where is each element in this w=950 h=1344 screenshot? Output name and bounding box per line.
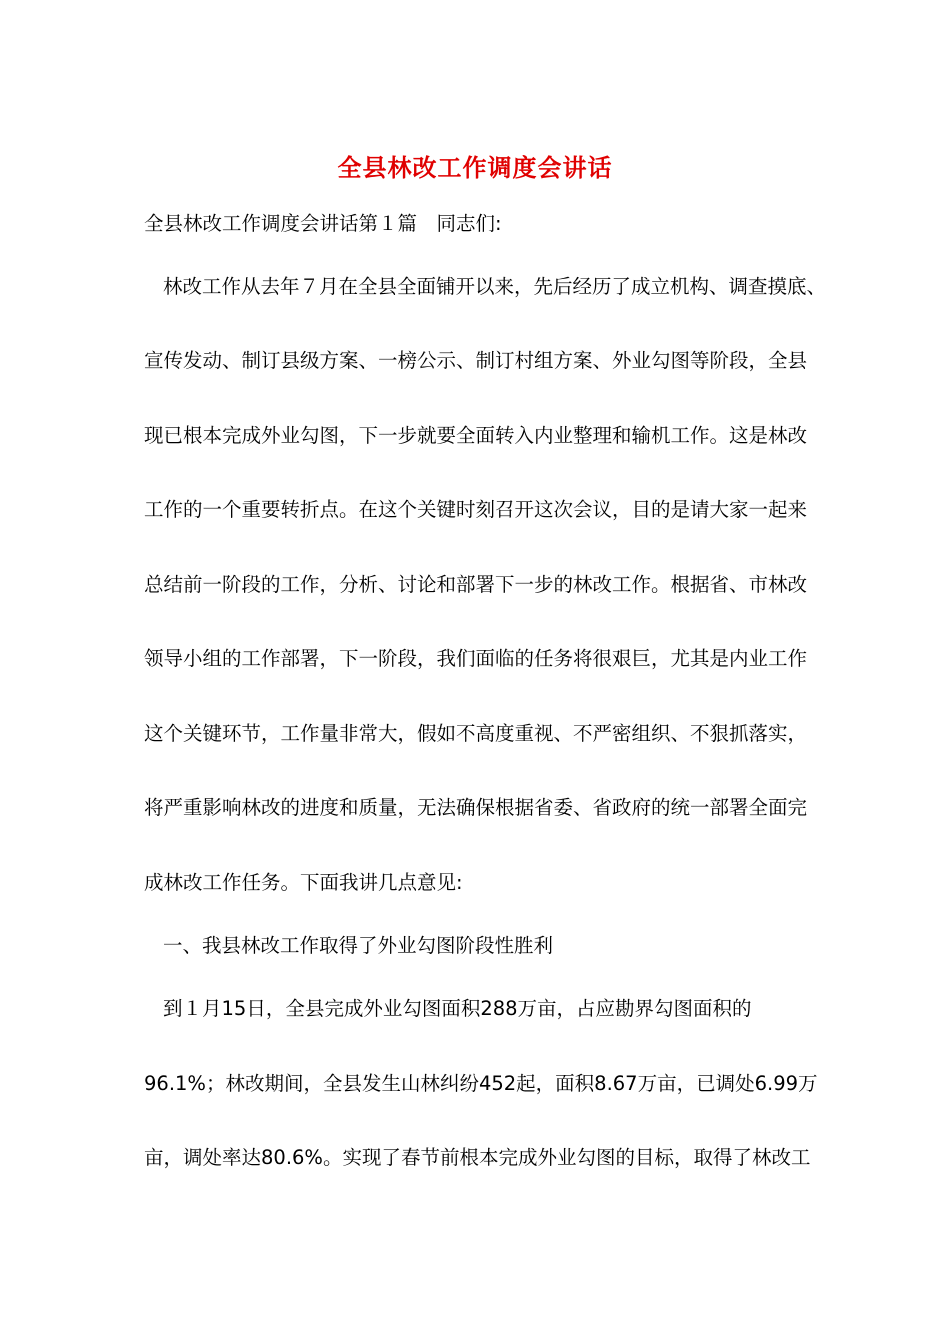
paragraph-line: 将严重影响林改的进度和质量，无法确保根据省委、省政府的统一部署全面完 [144,796,808,819]
paragraph-line: 成林改工作任务。下面我讲几点意见: [144,871,463,894]
paragraph-line: 到１月15日，全县完成外业勾图面积288万亩，占应勘界勾图面积的 [163,997,752,1020]
paragraph-line: 现已根本完成外业勾图，下一步就要全面转入内业整理和输机工作。这是林改 [144,424,808,447]
paragraph-line: 96.1%；林改期间，全县发生山林纠纷452起，面积8.67万亩，已调处6.99万 [144,1072,818,1095]
paragraph-line: 总结前一阶段的工作，分析、讨论和部署下一步的林改工作。根据省、市林改 [144,573,808,596]
paragraph-line: 亩，调处率达80.6%。实现了春节前根本完成外业勾图的目标，取得了林改工 [144,1146,811,1169]
section-heading: 一、我县林改工作取得了外业勾图阶段性胜利 [163,934,554,957]
document-title: 全县林改工作调度会讲话 [337,153,613,182]
paragraph-line: 领导小组的工作部署，下一阶段，我们面临的任务将很艰巨，尤其是内业工作 [144,647,808,670]
paragraph-line: 宣传发动、制订县级方案、一榜公示、制订村组方案、外业勾图等阶段，全县 [144,349,808,372]
paragraph-line: 林改工作从去年７月在全县全面铺开以来，先后经历了成立机构、调查摸底、 [163,275,827,298]
paragraph-line: 工作的一个重要转折点。在这个关键时刻召开这次会议，目的是请大家一起来 [144,498,808,521]
opening-line: 全县林改工作调度会讲话第１篇 同志们: [144,212,502,235]
paragraph-line: 这个关键环节，工作量非常大，假如不高度重视、不严密组织、不狠抓落实， [144,722,808,745]
